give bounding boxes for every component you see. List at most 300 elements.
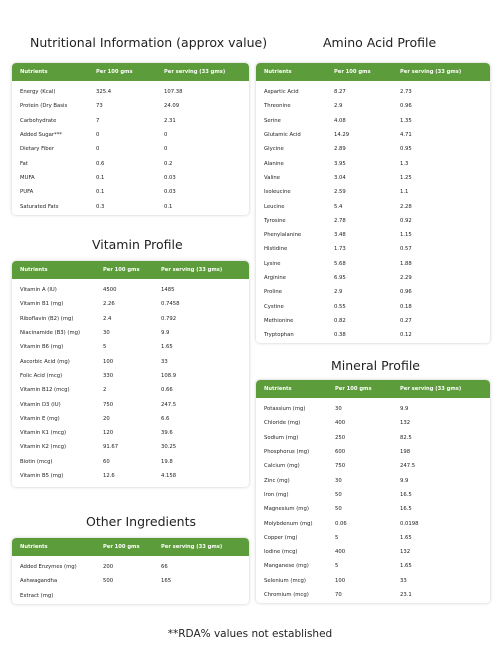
vitamin-title: Vitamin Profile (92, 237, 183, 252)
table-cell: 30.25 (161, 444, 177, 451)
table-row (256, 314, 490, 328)
table-cell: 6.95 (334, 275, 346, 281)
table-cell: Added Sugar*** (20, 132, 63, 139)
table-cell (242, 564, 249, 570)
table-cell: Methionine (264, 317, 294, 324)
table-cell (484, 549, 490, 555)
table-cell (484, 420, 490, 426)
table-cell: Alanine (264, 160, 284, 167)
table-cell: 16.5 (400, 491, 412, 498)
table-cell: 12.6 (103, 473, 115, 479)
table-cell: Vitamin D3 (IU) (20, 401, 61, 408)
table-row (12, 469, 249, 483)
table-row (12, 340, 249, 354)
table-cell: Vitamin A (IU) (20, 287, 57, 294)
table-cell: 2.28 (400, 203, 412, 210)
table-cell: 250 (335, 434, 346, 441)
table-cell: Zinc (mg) (264, 477, 290, 484)
table-row (256, 488, 490, 502)
table-cell: 1.1 (400, 189, 409, 196)
table-cell: 0.96 (400, 103, 412, 110)
table-cell: Vitamin B6 (mg) (20, 344, 64, 351)
table-cell: 247.5 (400, 463, 416, 470)
table-row (12, 199, 249, 213)
column-header: Per serving (33 gms) (161, 267, 223, 273)
table-cell: 0 (164, 132, 168, 139)
table-cell (484, 506, 490, 512)
table-cell (242, 430, 249, 436)
table-cell (242, 444, 249, 450)
table-cell: Vitamin K2 (mcg) (20, 444, 67, 451)
table-cell (486, 332, 490, 338)
table-cell: Glutamic Acid (264, 132, 301, 139)
table-cell: 39.6 (161, 430, 173, 437)
table-cell: Copper (mg) (264, 534, 298, 541)
table-cell: Vitamin B5 (mg) (20, 473, 64, 479)
table-row (256, 199, 490, 213)
table-cell: Vitamin K1 (mcg) (20, 430, 67, 437)
table-cell: Energy (Kcal) (20, 89, 56, 96)
table-cell: 14.29 (334, 132, 350, 139)
table-cell: 120 (103, 430, 114, 437)
column-header (486, 69, 490, 75)
table-cell: Calcium (mg) (264, 463, 300, 470)
table-cell (484, 435, 490, 441)
table-cell (486, 175, 490, 181)
table-cell: 0.38 (334, 332, 346, 339)
table-cell: 50 (335, 491, 342, 498)
table-cell: Chloride (mg) (264, 420, 301, 427)
table-cell: 0.55 (334, 303, 346, 310)
table-row (256, 516, 490, 530)
table-row (256, 402, 490, 416)
table-row (256, 114, 490, 128)
table-row (12, 574, 249, 588)
nutritional-table (12, 63, 249, 215)
table-cell (484, 592, 490, 598)
table-cell: 6.6 (161, 415, 170, 422)
table-cell (486, 189, 490, 195)
table-cell: 2.78 (334, 217, 346, 224)
table-cell: MUFA (20, 174, 35, 181)
table-cell: 247.5 (161, 401, 177, 408)
table-cell: 5.68 (334, 260, 346, 267)
table-row (12, 283, 249, 297)
table-cell: 108.9 (161, 372, 177, 379)
table-cell: Iodine (mcg) (264, 549, 298, 556)
table-row (12, 85, 249, 99)
table-cell (248, 161, 249, 167)
table-cell (486, 204, 490, 210)
table-row (12, 589, 249, 603)
table-row (256, 431, 490, 445)
table-cell: 0.06 (335, 520, 347, 527)
table-cell: 82.5 (400, 434, 412, 441)
table-cell: 0.7458 (161, 301, 180, 308)
table-row (12, 142, 249, 156)
table-cell (242, 402, 249, 408)
table-row (12, 369, 249, 383)
table-cell (242, 301, 249, 307)
table-cell (484, 535, 490, 541)
table-cell: 200 (103, 564, 114, 571)
table-cell: 19.8 (161, 458, 173, 465)
table-row (256, 85, 490, 99)
table-row (256, 559, 490, 573)
table-cell: Phenylalanine (264, 232, 302, 239)
table-cell: 400 (335, 420, 346, 427)
table-cell (242, 287, 249, 293)
table-cell (486, 275, 490, 281)
table-row (12, 99, 249, 113)
table-cell: 1485 (161, 287, 175, 294)
table-cell (486, 289, 490, 295)
table-cell (486, 246, 490, 252)
table-cell: 5 (335, 563, 339, 570)
table-row (256, 531, 490, 545)
table-row (12, 297, 249, 311)
table-row (256, 242, 490, 256)
table-cell: Valine (264, 174, 281, 181)
table-cell (486, 89, 490, 95)
table-cell (484, 578, 490, 584)
table-cell: 3.95 (334, 160, 346, 167)
table-row (12, 455, 249, 469)
table-cell: Isoleucine (264, 189, 291, 196)
table-cell: 20 (103, 415, 110, 422)
table-cell: 2.89 (334, 146, 346, 153)
table-cell (484, 563, 490, 569)
table-row (256, 185, 490, 199)
table-cell: Molybdenum (mg) (264, 520, 313, 527)
table-cell: Manganese (mg) (264, 563, 309, 570)
table-row (256, 271, 490, 285)
table-cell (486, 261, 490, 267)
table-cell: Serine (264, 117, 281, 124)
table-cell: 30 (103, 330, 110, 337)
table-cell (484, 478, 490, 484)
table-cell: 0.03 (164, 174, 176, 181)
table-cell: 2 (103, 387, 107, 394)
amino-acid-table (256, 63, 490, 343)
table-cell (248, 204, 249, 210)
table-cell: 91.67 (103, 444, 119, 451)
table-cell (484, 463, 490, 469)
table-row (12, 560, 249, 574)
table-cell: 0.792 (161, 315, 177, 322)
table-cell: 0.12 (400, 332, 412, 339)
table-cell: Potassium (mg) (264, 406, 306, 413)
column-header (242, 267, 249, 273)
table-cell: 1.25 (400, 174, 412, 181)
table-cell: 16.5 (400, 506, 412, 513)
table-cell: Vitamin B12 (mcg) (20, 387, 70, 394)
table-cell: Cystine (264, 303, 284, 310)
table-cell: Tyrosine (264, 217, 286, 224)
table-cell: 2.9 (334, 103, 343, 110)
table-cell: 3.48 (334, 232, 346, 239)
table-cell (248, 175, 249, 181)
table-cell: 0.96 (400, 289, 412, 296)
table-row (256, 588, 490, 602)
table-cell: 0.18 (400, 303, 412, 310)
table-cell: 4500 (103, 287, 117, 294)
table-cell (242, 373, 249, 379)
table-row (12, 156, 249, 170)
table-cell: 1.3 (400, 160, 409, 167)
table-cell: 198 (400, 449, 411, 456)
table-cell: 0.57 (400, 246, 412, 253)
table-cell: 0.0198 (400, 520, 419, 527)
table-cell: 70 (335, 592, 342, 598)
table-row (12, 128, 249, 142)
table-cell (242, 359, 249, 365)
table-cell: Threonine (264, 103, 291, 110)
table-cell (248, 89, 249, 95)
table-cell: Phosphorus (mg) (264, 449, 310, 456)
table-cell: Histidine (264, 246, 288, 253)
footnote: **RDA% values not established (167, 628, 333, 640)
column-header: Per 100 gms (103, 267, 140, 273)
table-row (256, 285, 490, 299)
table-cell: Iron (mg) (264, 491, 289, 498)
table-cell: 132 (400, 549, 411, 556)
table-cell: 2.73 (400, 89, 412, 96)
table-cell: 0.95 (400, 146, 412, 153)
table-cell: 2.31 (164, 117, 176, 124)
table-row (256, 128, 490, 142)
table-cell (486, 132, 490, 138)
table-cell: Fat (20, 160, 28, 167)
table-cell: 24.09 (164, 103, 180, 110)
table-cell: PUFA (20, 189, 34, 196)
table-cell: 132 (400, 420, 411, 427)
table-cell: Magnesium (mg) (264, 506, 309, 513)
column-header: Per serving (33 gms) (400, 386, 462, 392)
table-cell (484, 521, 490, 527)
table-cell (248, 189, 249, 195)
column-header: Per serving (33 gms) (400, 69, 462, 75)
table-cell: Carbohydrate (20, 117, 57, 124)
table-cell: Vitamin E (mg) (20, 415, 60, 422)
table-cell (242, 459, 249, 465)
table-row (256, 574, 490, 588)
table-cell: 0.27 (400, 317, 412, 324)
table-cell: Extract (mg) (20, 592, 54, 599)
table-cell: 0.3 (96, 203, 105, 210)
table-cell (248, 103, 249, 109)
table-cell: 30 (335, 406, 342, 413)
table-cell: 7 (96, 117, 100, 124)
table-cell: Tryptophan (264, 332, 294, 339)
table-cell: Aspartic Acid (264, 89, 299, 96)
table-row (12, 185, 249, 199)
table-cell: Leucine (264, 203, 285, 210)
mineral-table (256, 380, 490, 603)
column-header: Per 100 gms (103, 544, 140, 550)
table-row (256, 228, 490, 242)
table-header (12, 63, 249, 81)
column-header: Per 100 gms (335, 386, 372, 392)
table-cell: 0.66 (161, 387, 173, 394)
table-cell: 325.4 (96, 89, 112, 96)
table-cell: 500 (103, 578, 114, 585)
table-cell: 1.73 (334, 246, 346, 253)
table-cell: Folic Acid (mcg) (20, 372, 63, 379)
table-cell: 66 (161, 564, 168, 571)
table-row (12, 326, 249, 340)
table-cell: 8.27 (334, 89, 346, 96)
table-cell: 750 (335, 463, 346, 470)
table-cell: 0 (164, 146, 168, 153)
table-cell: 330 (103, 372, 114, 379)
table-header (12, 261, 249, 279)
table-cell: Protein (Dry Basis (20, 103, 68, 110)
amino-title: Amino Acid Profile (323, 35, 437, 50)
table-cell: 5.4 (334, 203, 343, 210)
table-cell: Sodium (mg) (264, 434, 299, 441)
table-cell (242, 316, 249, 322)
table-cell: Saturated Fats (20, 203, 59, 210)
table-cell: 0.82 (334, 317, 346, 324)
table-row (256, 545, 490, 559)
table-cell: Niacinamide (B3) (mg) (20, 330, 81, 337)
mineral-title: Mineral Profile (331, 358, 420, 373)
table-row (256, 257, 490, 271)
table-cell: Glycine (264, 146, 284, 153)
table-cell: 50 (335, 506, 342, 513)
table-cell (486, 232, 490, 238)
table-cell (242, 578, 249, 584)
table-cell: 23.1 (400, 592, 412, 598)
table-row (12, 171, 249, 185)
table-cell: 400 (335, 549, 346, 556)
table-cell: 0.6 (96, 160, 105, 167)
table-cell: 1.35 (400, 117, 412, 124)
table-cell: 107.38 (164, 89, 183, 96)
table-cell (486, 304, 490, 310)
table-row (256, 299, 490, 313)
table-row (12, 397, 249, 411)
table-cell (484, 406, 490, 412)
table-cell: 100 (335, 577, 346, 584)
table-cell: 3.04 (334, 174, 346, 181)
table-cell: 60 (103, 458, 110, 465)
table-cell (248, 146, 249, 152)
table-cell: 2.26 (103, 301, 115, 308)
table-row (256, 328, 490, 342)
table-cell: 9.9 (161, 330, 170, 337)
table-row (256, 156, 490, 170)
table-cell (242, 330, 249, 336)
table-cell: 0.92 (400, 217, 412, 224)
table-cell (486, 103, 490, 109)
table-cell: Lysine (264, 260, 281, 267)
table-cell: 2.29 (400, 275, 412, 281)
table-cell: 0.1 (96, 174, 105, 181)
table-cell: 0.1 (164, 203, 173, 210)
table-cell: Selenium (mcg) (264, 577, 306, 584)
other-title: Other Ingredients (86, 514, 196, 529)
table-cell: 1.88 (400, 260, 412, 267)
table-cell (486, 118, 490, 124)
column-header: Nutrients (20, 69, 48, 75)
table-cell: 9.9 (400, 406, 409, 413)
table-header (256, 63, 490, 81)
table-row (12, 354, 249, 368)
other-ingredients-table (12, 538, 249, 604)
table-cell: 9.9 (400, 477, 409, 484)
table-cell: 30 (335, 477, 342, 484)
table-row (12, 383, 249, 397)
table-cell: 5 (103, 344, 107, 351)
column-header: Per serving (33 gms) (161, 544, 223, 550)
table-cell (242, 387, 249, 393)
column-header: Nutrients (264, 386, 292, 392)
table-cell: 600 (335, 449, 346, 456)
table-cell: Dietary Fiber (20, 146, 55, 153)
table-cell: 0 (96, 132, 100, 139)
table-header (256, 380, 490, 398)
table-cell: 750 (103, 401, 114, 408)
table-row (12, 426, 249, 440)
table-cell: 33 (400, 577, 407, 584)
table-cell: 2.4 (103, 315, 112, 322)
table-cell (242, 344, 249, 350)
column-header (484, 386, 490, 392)
table-row (256, 171, 490, 185)
table-row (256, 416, 490, 430)
table-cell (242, 473, 249, 479)
table-row (12, 440, 249, 454)
table-cell: Added Enzymes (mg) (20, 564, 77, 571)
column-header (248, 69, 249, 75)
column-header: Per 100 gms (334, 69, 371, 75)
table-cell: 4.08 (334, 117, 346, 124)
table-cell: 100 (103, 358, 114, 365)
table-cell: 165 (161, 578, 172, 585)
table-cell (248, 132, 249, 138)
table-cell: Ashwagandha (20, 578, 58, 585)
table-cell (484, 449, 490, 455)
column-header (242, 544, 249, 550)
table-cell: Riboflavin (B2) (mg) (20, 315, 74, 322)
table-row (256, 99, 490, 113)
table-row (12, 114, 249, 128)
column-header: Nutrients (264, 69, 292, 75)
table-cell: 0 (96, 146, 100, 153)
table-row (256, 473, 490, 487)
table-row (256, 459, 490, 473)
table-row (256, 502, 490, 516)
table-row (256, 142, 490, 156)
table-cell: 0.1 (96, 189, 105, 196)
table-cell: 1.15 (400, 232, 412, 239)
table-cell: 2.59 (334, 189, 346, 196)
column-header: Per 100 gms (96, 69, 133, 75)
table-cell: Arginine (264, 275, 286, 281)
table-row (256, 214, 490, 228)
table-cell (486, 318, 490, 324)
table-cell: 73 (96, 103, 103, 110)
table-cell: 2.9 (334, 289, 343, 296)
table-cell (486, 146, 490, 152)
table-cell (248, 118, 249, 124)
table-cell: 33 (161, 358, 168, 365)
table-cell: Ascorbic Acid (mg) (20, 358, 70, 365)
table-cell (242, 416, 249, 422)
table-cell (486, 218, 490, 224)
